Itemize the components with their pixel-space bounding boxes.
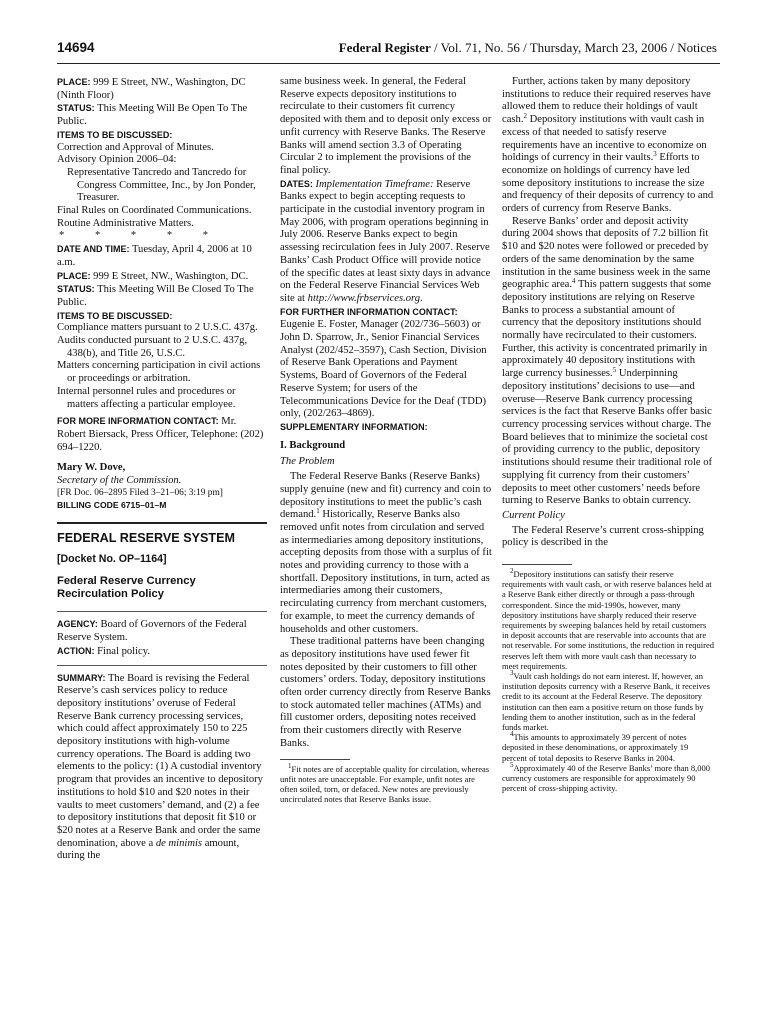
issue-details: / Vol. 71, No. 56 / Thursday, March 23, 2006 / Notices [430,40,717,55]
section-heading: I. Background [280,439,346,451]
agency-text: Board of Governors of the Federal Reserve System. [57,619,247,644]
more-info-text: Mr. Robert Biersack, Press Officer, Telephone: (202) 694–1220. [57,416,264,453]
para-text: Depository institutions with vault cash in excess of that needed to satisfy reserve requirements have an incentive to economize on holdings of currency in their vaults. [502,114,707,164]
footnote-ref: 1 [316,507,320,516]
action-line [57,645,267,659]
para-text: Historically, Reserve Banks also removed unfit notes from circulation and served as intermediaries among depository institutions, accepting deposits from those with a surplus of fit notes and providing currency to those with a shortfall. Depository institutions, in turn, acted as intermediaries among their customers, recirculating currency from merchant customers, for example, to meet the currency demands of households and other customers. [280,509,492,635]
publication-name: Federal Register [338,40,431,55]
para-text: Efforts to economize on holdings of currency have led some depository institutions to increase the size and frequency of their deposits of currency to and orders of currency from Reserve Banks. [502,152,714,215]
date-time-label: DATE AND TIME: [57,244,130,255]
place-2-text: 999 E Street, NW., Washington, DC. [90,270,249,282]
more-info-label: FOR MORE INFORMATION CONTACT: [57,416,219,427]
date-time [57,243,267,269]
docket-number: [Docket No. OP–1164] [57,552,167,565]
supplementary-label: SUPPLEMENTARY INFORMATION: [280,421,428,432]
dates-label: DATES: [280,178,313,189]
summary-paragraph [57,672,267,864]
action-label: ACTION: [57,645,95,656]
column-middle [280,76,492,804]
footnote [502,671,714,732]
title-rule [57,611,267,612]
footnote-number: 3 [510,669,514,678]
summary-text-b: amount, during the [57,837,240,862]
date-time-text: Tuesday, April 4, 2006 at 10 a.m. [57,244,252,268]
page-header [57,40,717,62]
subheading-problem: The Problem [280,456,335,468]
status-2 [57,283,267,309]
further-info [280,306,492,421]
billing-code: BILLING CODE 6715–01–M [57,500,167,511]
background-paragraph: These traditional patterns have been changing as depository institutions have used fewer fit notes deposited by their customers to fill other customers’ orders. Today, depository institutions often order currency directly from Reserve Banks to stock automated teller machines (ATMs) and fill customer orders, depositing notes received from their customers directly with Reserve Banks. [280,636,491,749]
document-title: Federal Reserve Currency Recirculation Policy [57,575,196,601]
agency-line [57,618,267,644]
summary-rule [57,665,267,666]
para-text: The Federal Reserve Banks (Reserve Banks) supply genuine (new and fit) currency and coin to depository institutions to meet the public’s cash demand. [280,471,492,521]
footnote [280,761,492,805]
footnote-text: Vault cash holdings do not earn interest. If, however, an institution deposits currency with a Reserve Bank, it receives credit to its account at the Federal Reserve. The depository institution can then earn a positive return on those funds by lending them to another institution, such as in the federal funds market. [502,671,710,733]
fr-doc-line: [FR Doc. 06–2895 Filed 3–21–06; 3:19 pm] [57,487,223,498]
running-head [339,40,717,56]
status-1 [57,102,267,128]
dates-text: Reserve Banks expect to begin accepting requests to participate in the custodial inventory program in May 2006, with program operations beginning in July 2006. Reserve Banks expect to begin assessing recirculation fees in July 2007. Reserve Banks’ Cash Product Office will provide notice of the specific dates at least sixty days in advance on the Federal Reserve Financial Services Web site at [280,178,491,304]
dates-paragraph [280,178,492,306]
footnote-ref: 4 [572,277,576,286]
signer-title: Secretary of the Commission. [57,475,182,487]
footnote [502,569,714,671]
summary-text-a: The Board is revising the Federal Reserve’s cash services policy to reduce depository institutions’ overuse of Federal Reserve Bank currency processing services, which could affect approximately 150 to 225 depository institutions with high-volume currency operations. The Board is adding two elements to the policy: (1) A custodial inventory program that provides an incentive to depository institutions to hold $10 and $20 notes in their vaults to meet customers’ demand, and (2) a fee to depository institutions that deposit fit $10 or $20 notes at a Reserve Bank and order the same denomination, above a [57,672,263,849]
items-2-entry: Audits conducted pursuant to 2 U.S.C. 437g, 438(b), and Title 26, U.S.C. [57,335,248,359]
footnote-text: This amounts to approximately 39 percent of notes deposited in these denominations, or approximately 19 percent of total deposits to Reserve Banks in 2004. [502,732,689,763]
body-paragraph: The Federal Reserve’s current cross-shipping policy is described in the [502,524,704,549]
status-1-text: This Meeting Will Be Open To The Public. [57,103,248,128]
place-2-label: PLACE: [57,270,91,281]
summary-italic: de minimis [155,837,203,849]
items-1-entry: Advisory Opinion 2006–04: [57,154,177,166]
para-text: Reserve Banks’ order and deposit activity during 2004 shows that deposits of 7.2 billion fit $10 and $20 notes were followed or preceded by orders of the same denomination by the same institution in the same business week in the same geographic area. [502,215,711,291]
status-1-label: STATUS: [57,103,95,114]
footnote-number: 2 [510,567,514,576]
items-1-label: ITEMS TO BE DISCUSSED: [57,129,173,140]
signer-name: Mary W. Dove, [57,462,126,474]
footnote-rule [502,564,572,565]
footnote-ref: 2 [523,112,527,121]
page-number: 14694 [57,40,95,55]
footnote [502,732,714,763]
footnote-rule [280,759,350,760]
header-rule [57,63,720,64]
dates-italic: Implementation Timeframe: [312,178,434,190]
items-1-entry: Routine Administrative Matters. [57,217,194,229]
items-1-entry: Correction and Approval of Minutes. [57,141,214,153]
footnote-text: Fit notes are of acceptable quality for circulation, whereas unfit notes are unacceptable. For example, unfit notes are often soiled, torn, or defaced. New notes are previously uncirculated notes that Reserve Banks issue. [280,763,490,805]
status-2-label: STATUS: [57,284,95,295]
column-left [57,76,267,863]
action-text: Final policy. [94,645,151,657]
items-2-entry: Compliance matters pursuant to 2 U.S.C. 437g. [57,322,258,334]
column-right [502,76,714,793]
items-1-entry: Final Rules on Coordinated Communications. [57,205,252,217]
body-paragraph [502,216,714,508]
items-2-entry: Internal personnel rules and procedures or matters affecting a particular employee. [57,385,236,410]
footnote-ref: 3 [653,150,657,159]
place-1 [57,76,267,102]
section-separator-stars: * * * * * [59,230,223,242]
agency-name: FEDERAL RESERVE SYSTEM [57,531,235,545]
background-paragraph [280,471,492,636]
more-info [57,415,267,454]
footnote-number: 5 [510,760,514,769]
items-1-entry: Representative Tancredo and Tancredo for Congress Committee, Inc., by Jon Ponder, Treasurer. [67,166,256,204]
place-2 [57,270,267,284]
items-2-label: ITEMS TO BE DISCUSSED: [57,310,173,321]
items-2-entry: Matters concerning participation in civil actions or proceedings or arbitration. [57,360,261,385]
further-info-label: FOR FURTHER INFORMATION CONTACT: [280,306,458,317]
agency-label: AGENCY: [57,619,98,630]
footnote-ref: 5 [612,366,617,375]
footnote [502,760,714,794]
para-text: This pattern suggests that some depository institutions are relying on Reserve Banks to process a substantial amount of currency that the depository institutions should normally have recirculated to their customers. Further, this activity is concentrated primarily in approximately 40 depository institutions with large currency businesses. [502,279,711,380]
body-paragraph [502,76,714,216]
para-text: Further, actions taken by many depository institutions to reduce their required reserves have allowed them to reduce their holdings of vault cash. [502,76,711,126]
policy-paragraph: same business week. In general, the Federal Reserve expects depository institutions to recirculate to their customers fit currency deposited with them and to deposit only excess or unfit currency with Reserve Banks. The Reserve Banks will amend section 3.3 of Operating Circular 2 to implement the provisions of the final policy. [280,76,492,176]
footnote-text: Depository institutions can satisfy their reserve requirements with vault cash, or with reserve balances held at a Reserve Bank either directly or through a pass-through correspondent. Since the mid-1990s, however, many depository institutions have sharply reduced their reserve requirements by sweeping balances held by retail customers in deposit accounts that are reservable into accounts that are not reservable. For some institutions, the reduction in required reserves left them with more vault cash than necessary to meet requirements. [502,569,714,671]
status-2-text: This Meeting Will Be Closed To The Public. [57,284,254,308]
agency-section [57,522,267,863]
footnote-number: 4 [510,730,514,739]
footnote-text: Approximately 40 of the Reserve Banks’ more than 8,000 currency customers are responsible for approximately 90 percent of cross-shipping activity. [502,762,710,794]
place-1-label: PLACE: [57,77,91,87]
subheading-current-policy: Current Policy [502,509,565,521]
footnote-number: 1 [288,761,292,770]
summary-label: SUMMARY: [57,672,106,683]
further-info-text: Eugenie E. Foster, Manager (202/736–5603) or John D. Sparrow, Jr., Senior Financial Services Analyst (202/452–3597), Cash Section, Division of Reserve Bank Operations and Payment Systems, Board of Governors of the Federal Reserve System; for users of the Telecommunications Device for the Deaf (TDD) only, (202/263–4869). [280,319,487,420]
frbservices-link[interactable]: http://www.frbservices.org. [307,292,423,304]
place-1-text: 999 E Street, NW., Washington, DC (Ninth Floor) [57,77,246,101]
para-text: Underpinning depository institutions’ decisions to use—and overuse—Reserve Bank currency processing services is the fact that Reserve Banks offer basic currency processing services without charge. The Board believes that to minimize the societal cost of providing currency to the public, depository institutions should resume their traditional role of supplying fit currency from their customers’ deposits to meet other customers’ needs before turning to Reserve Banks to obtain currency. [502,368,713,507]
